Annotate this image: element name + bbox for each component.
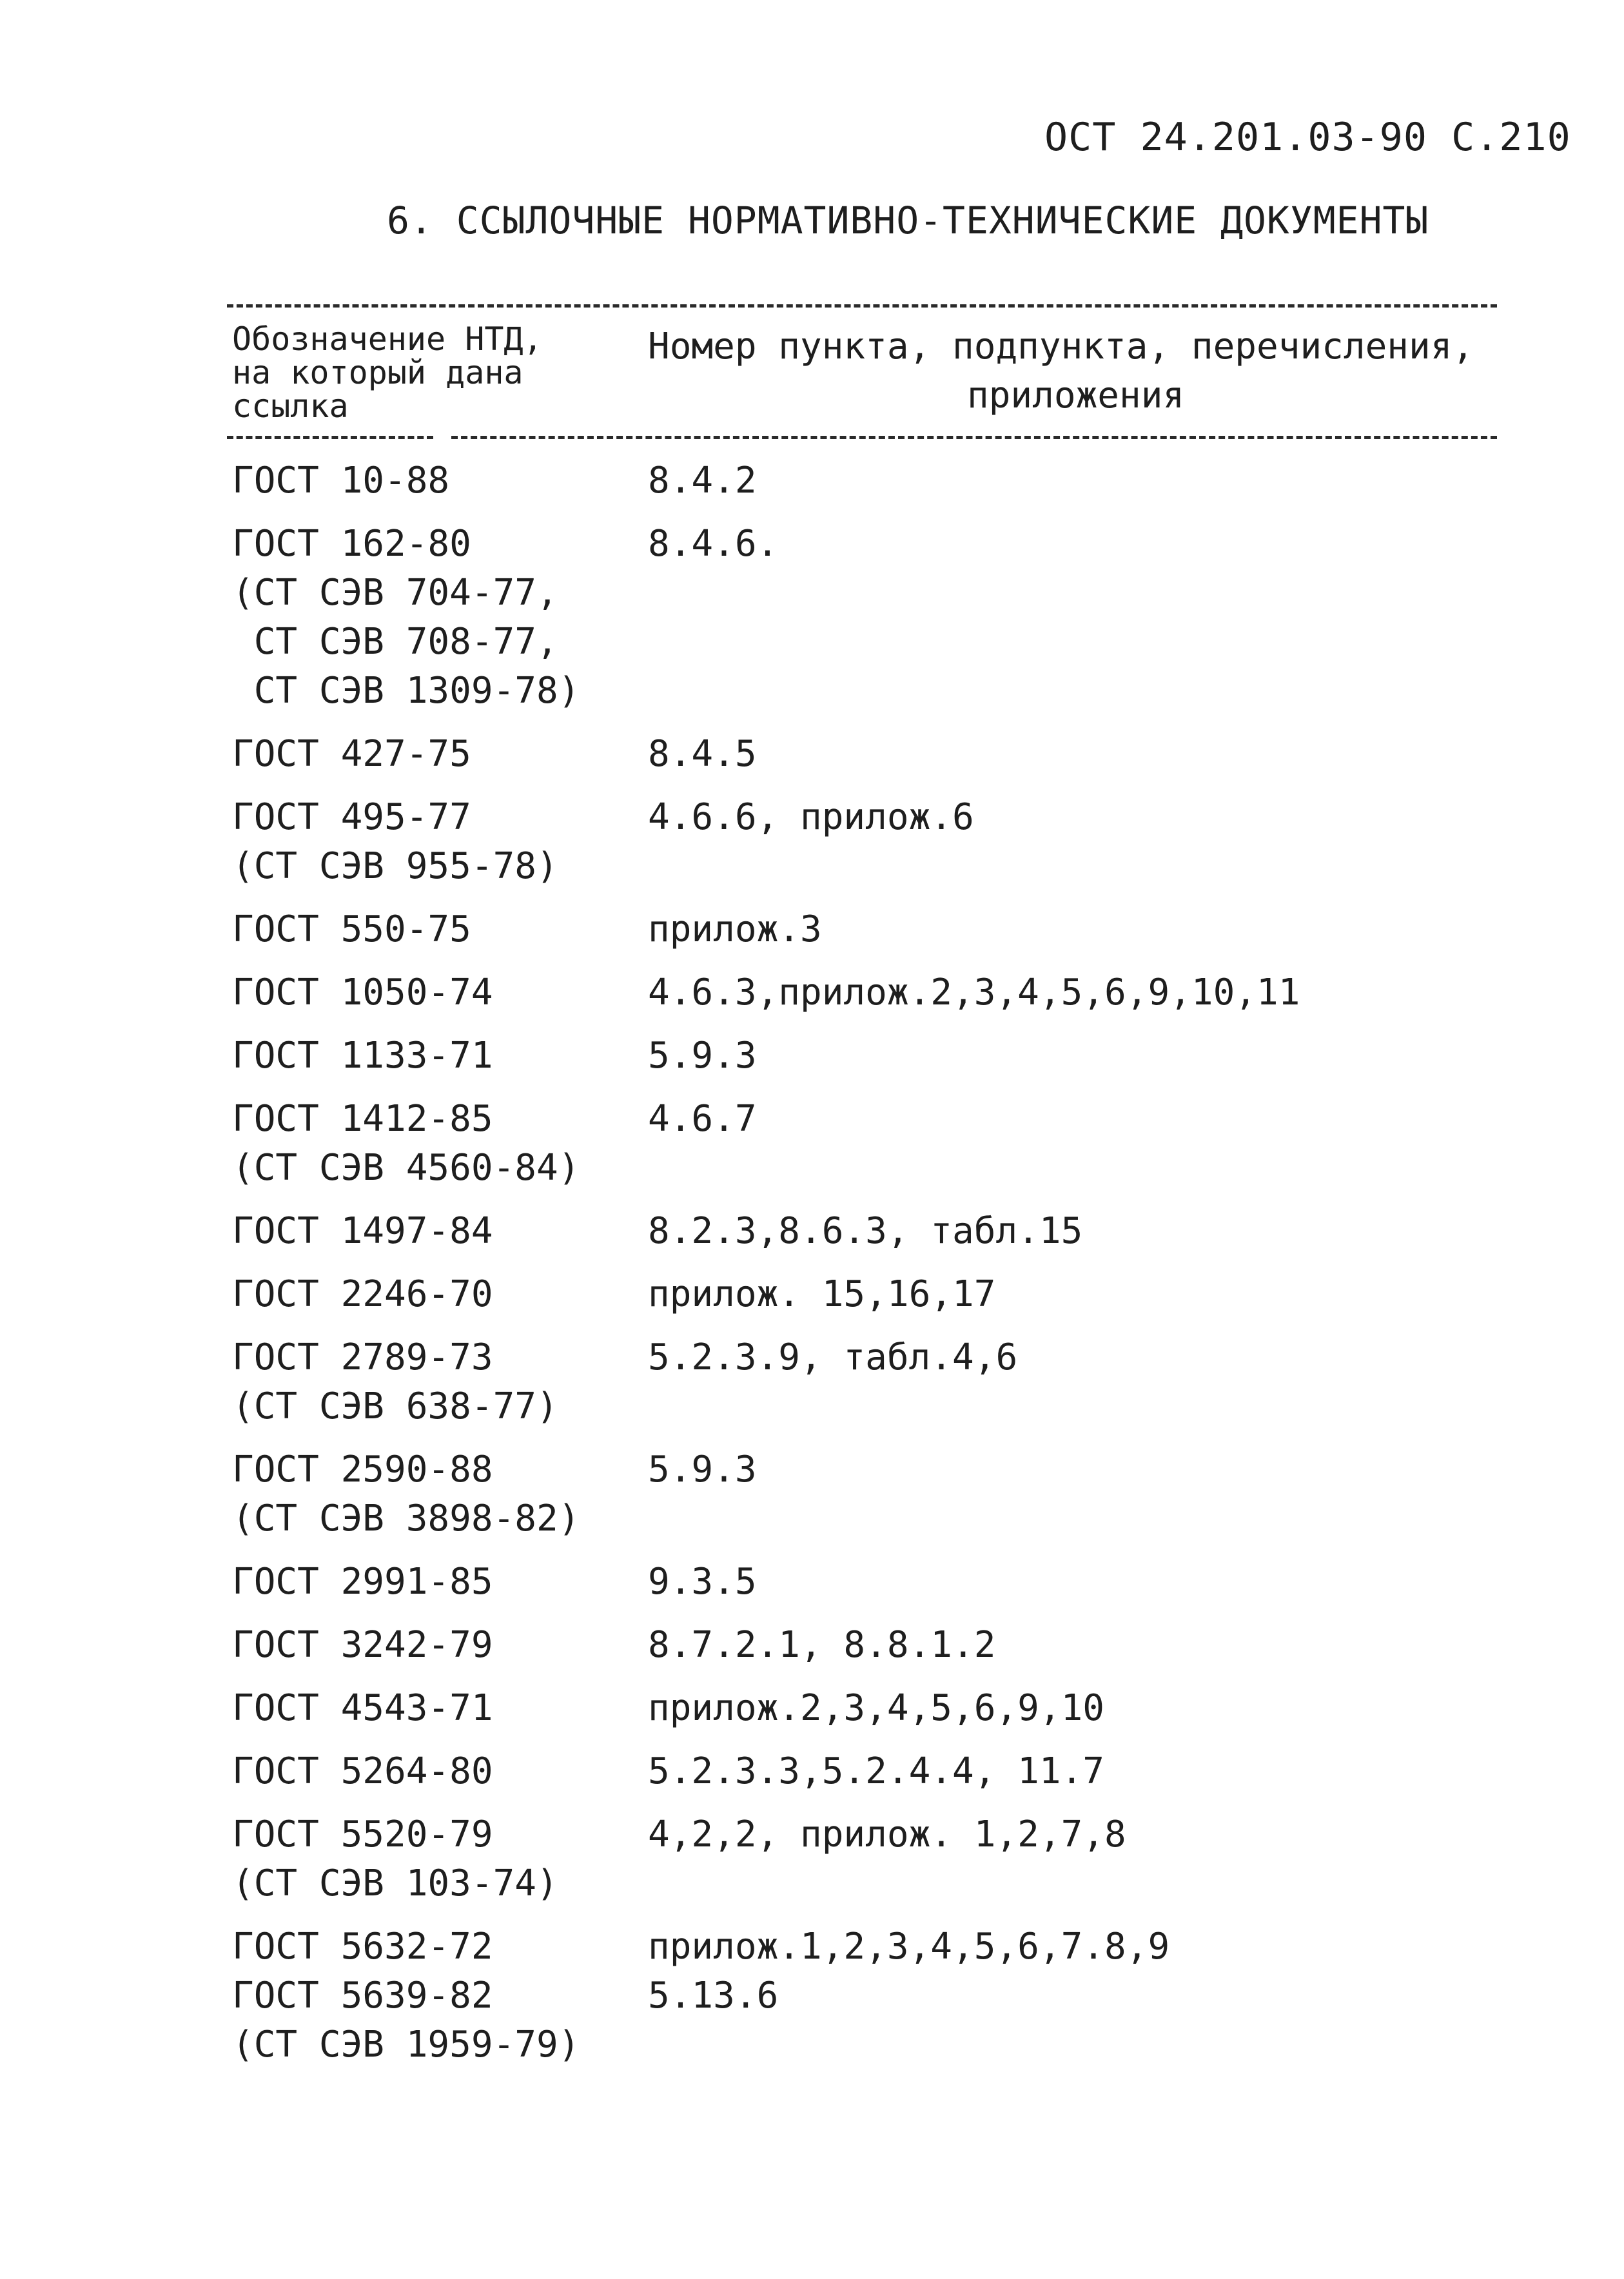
reference-designation — [232, 793, 648, 891]
table-row — [232, 1207, 1496, 1256]
reference-clauses: прилож.3 — [648, 908, 822, 950]
reference-clauses: 8.4.5 — [648, 733, 757, 775]
reference-clauses: 8.2.3,8.6.3, табл.15 — [648, 1210, 1083, 1252]
reference-clauses: 5.13.6 — [648, 1975, 779, 2017]
table-row — [232, 793, 1496, 891]
table-row — [232, 1032, 1496, 1081]
table-row — [232, 520, 1496, 716]
designation-line: СТ СЭВ 708-77, — [232, 621, 558, 663]
reference-designation — [232, 1333, 648, 1431]
designation-line: (СТ СЭВ 3898-82) — [232, 1498, 580, 1540]
designation-line: ГОСТ 1050-74 — [232, 972, 493, 1013]
designation-line: СТ СЭВ 1309-78) — [232, 670, 580, 712]
reference-designation — [232, 1922, 648, 1971]
reference-designation — [232, 905, 648, 954]
reference-designation — [232, 1558, 648, 1607]
reference-designation — [232, 1621, 648, 1670]
column-header-line: Обозначение НТД, — [232, 320, 543, 358]
header-rule-right — [451, 436, 1497, 439]
designation-line: (СТ СЭВ 638-77) — [232, 1385, 558, 1427]
designation-line: ГОСТ 1497-84 — [232, 1210, 493, 1252]
column-header-line: приложения — [967, 375, 1185, 416]
designation-line: (СТ СЭВ 955-78) — [232, 845, 558, 887]
reference-clauses: 5.9.3 — [648, 1449, 757, 1491]
reference-designation — [232, 1971, 648, 2069]
reference-designation — [232, 1747, 648, 1796]
column-header-line: на который дана — [232, 354, 523, 391]
designation-line: ГОСТ 1412-85 — [232, 1098, 493, 1140]
reference-designation — [232, 730, 648, 779]
designation-line: ГОСТ 550-75 — [232, 908, 471, 950]
table-row — [232, 1095, 1496, 1193]
designation-line: (СТ СЭВ 704-77, — [232, 572, 558, 614]
designation-line: ГОСТ 2590-88 — [232, 1449, 493, 1491]
reference-clauses: 4.6.3,прилож.2,3,4,5,6,9,10,11 — [648, 972, 1300, 1013]
designation-line: ГОСТ 2991-85 — [232, 1561, 493, 1603]
column-header-clauses — [648, 322, 1486, 420]
table-row — [232, 1922, 1496, 1971]
reference-clauses: 9.3.5 — [648, 1561, 757, 1603]
reference-designation — [232, 1445, 648, 1543]
designation-line: ГОСТ 495-77 — [232, 796, 471, 838]
reference-clauses: 8.7.2.1, 8.8.1.2 — [648, 1624, 996, 1666]
reference-clauses: 5.2.3.3,5.2.4.4, 11.7 — [648, 1750, 1105, 1792]
table-row — [232, 1684, 1496, 1733]
reference-clauses: 8.4.2 — [648, 460, 757, 502]
reference-designation — [232, 1207, 648, 1256]
reference-clauses: прилож.1,2,3,4,5,6,7.8,9 — [648, 1926, 1170, 1968]
reference-clauses: 4.6.6, прилож.6 — [648, 796, 974, 838]
reference-designation — [232, 968, 648, 1017]
reference-designation — [232, 520, 648, 716]
reference-designation — [232, 1032, 648, 1081]
reference-designation — [232, 1095, 648, 1193]
reference-clauses: 5.2.3.9, табл.4,6 — [648, 1336, 1018, 1378]
reference-clauses: прилож.2,3,4,5,6,9,10 — [648, 1687, 1105, 1729]
designation-line: ГОСТ 5632-72 — [232, 1926, 493, 1968]
reference-table-body — [232, 456, 1496, 2084]
designation-line: ГОСТ 2246-70 — [232, 1273, 493, 1315]
table-row — [232, 456, 1496, 505]
table-row — [232, 1558, 1496, 1607]
table-row — [232, 1333, 1496, 1431]
table-row — [232, 1445, 1496, 1543]
reference-designation — [232, 1684, 648, 1733]
designation-line: ГОСТ 2789-73 — [232, 1336, 493, 1378]
designation-line: ГОСТ 4543-71 — [232, 1687, 493, 1729]
reference-clauses: прилож. 15,16,17 — [648, 1273, 996, 1315]
table-top-rule — [227, 304, 1497, 308]
table-row — [232, 1621, 1496, 1670]
designation-line: ГОСТ 10-88 — [232, 460, 450, 502]
table-row — [232, 905, 1496, 954]
reference-clauses: 4.6.7 — [648, 1098, 757, 1140]
table-row — [232, 1747, 1496, 1796]
page-header-doc-code: ОСТ 24.201.03-90 С.210 — [1044, 115, 1571, 160]
table-row — [232, 968, 1496, 1017]
column-header-line: Номер пункта, подпункта, перечисления, — [648, 326, 1474, 367]
designation-line: (СТ СЭВ 103-74) — [232, 1863, 558, 1904]
reference-clauses: 4,2,2, прилож. 1,2,7,8 — [648, 1814, 1126, 1855]
reference-clauses: 5.9.3 — [648, 1035, 757, 1077]
header-rule-left — [227, 436, 433, 439]
designation-line: ГОСТ 5264-80 — [232, 1750, 493, 1792]
designation-line: (СТ СЭВ 4560-84) — [232, 1147, 580, 1189]
designation-line: ГОСТ 1133-71 — [232, 1035, 493, 1077]
column-header-designation — [232, 322, 593, 423]
reference-designation — [232, 1270, 648, 1319]
table-row — [232, 1971, 1496, 2069]
designation-line: ГОСТ 3242-79 — [232, 1624, 493, 1666]
column-header-line: ссылка — [232, 387, 349, 425]
table-row — [232, 730, 1496, 779]
reference-designation — [232, 1810, 648, 1908]
designation-line: ГОСТ 427-75 — [232, 733, 471, 775]
reference-clauses: 8.4.6. — [648, 523, 779, 565]
table-row — [232, 1270, 1496, 1319]
designation-line: ГОСТ 5639-82 — [232, 1975, 493, 2017]
designation-line: ГОСТ 5520-79 — [232, 1814, 493, 1855]
section-title: 6. ССЫЛОЧНЫЕ НОРМАТИВНО-ТЕХНИЧЕСКИЕ ДОКУМЕНТЫ — [387, 199, 1429, 242]
designation-line: ГОСТ 162-80 — [232, 523, 471, 565]
reference-designation — [232, 456, 648, 505]
table-row — [232, 1810, 1496, 1908]
designation-line: (СТ СЭВ 1959-79) — [232, 2024, 580, 2066]
